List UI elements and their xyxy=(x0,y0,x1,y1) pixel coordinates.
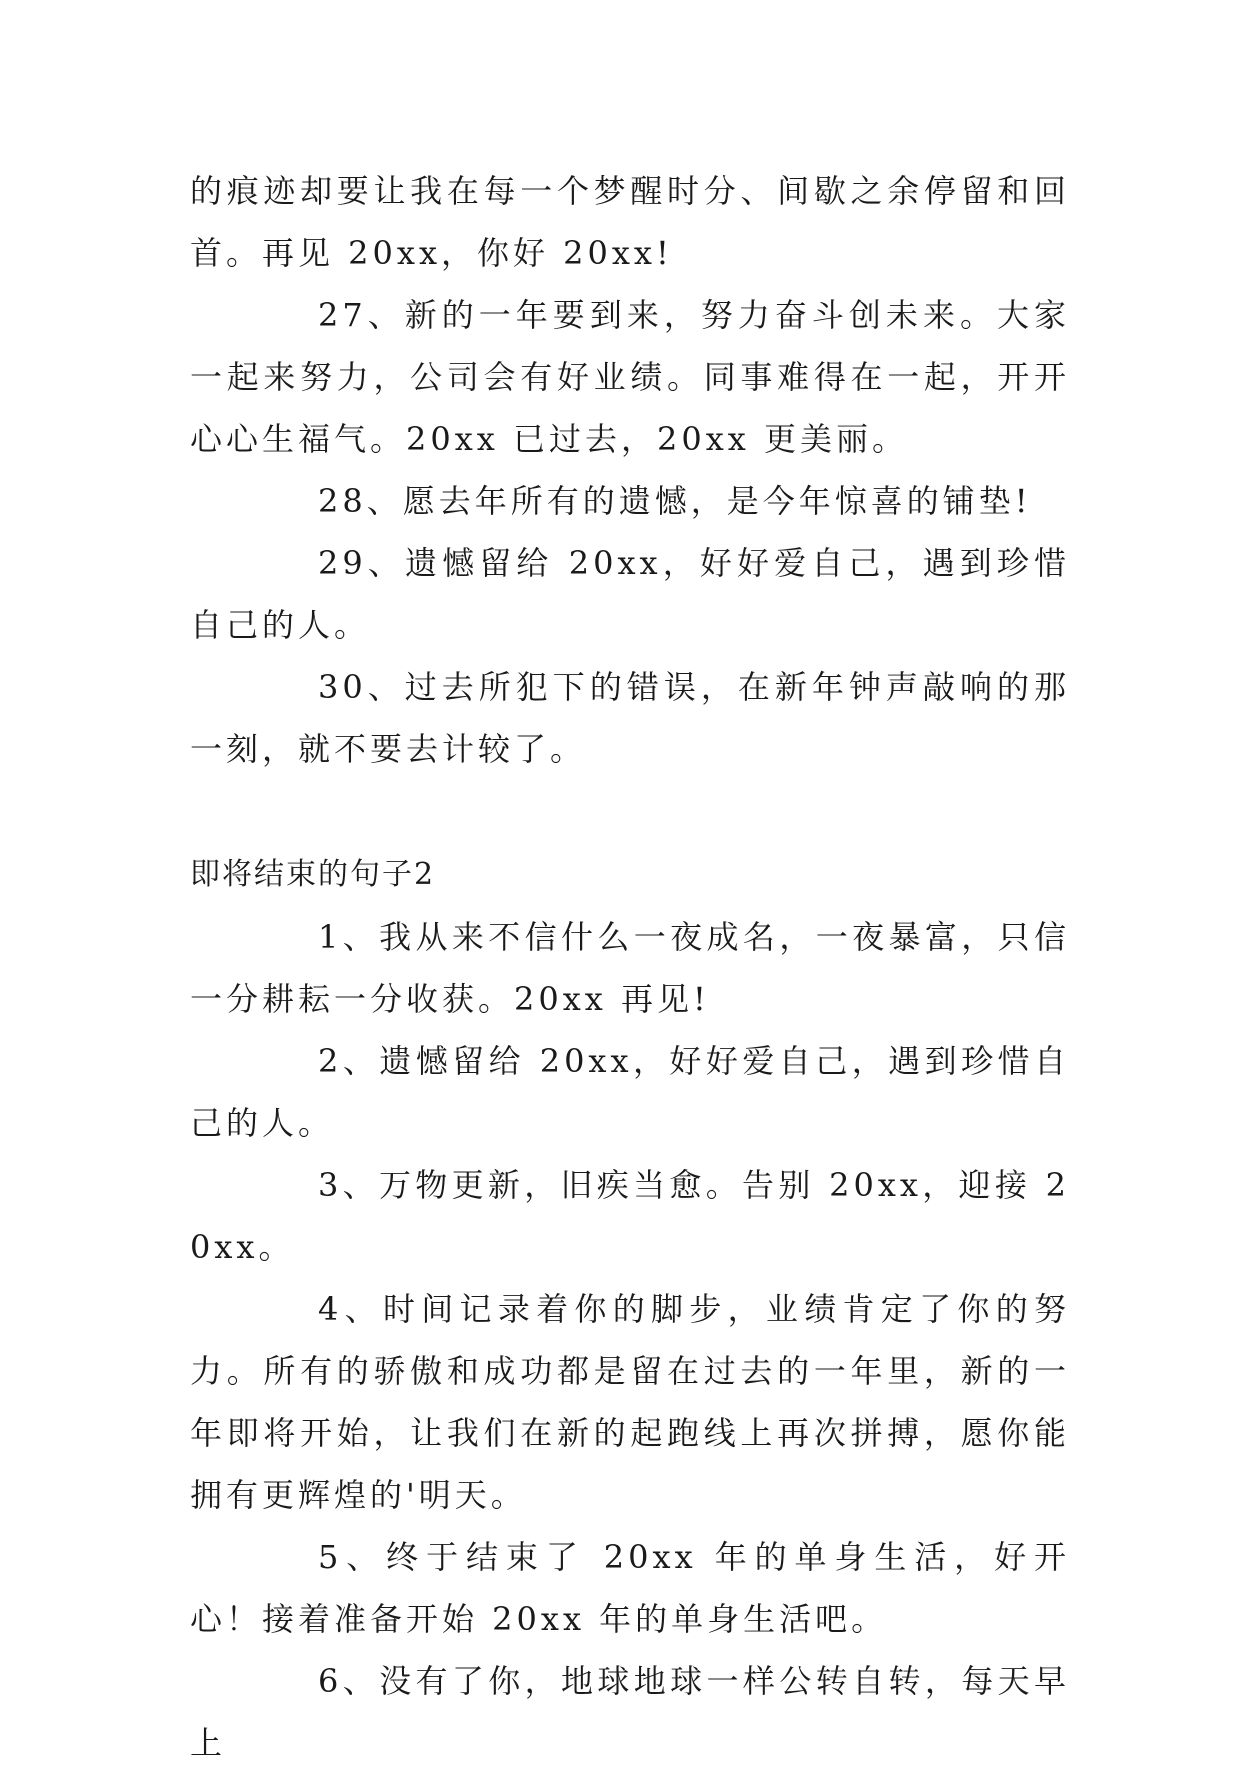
paragraph-item-27: 27、新的一年要到来，努力奋斗创未来。大家一起来努力，公司会有好业绩。同事难得在一起，开开心心生福气。20xx 已过去，20xx 更美丽。 xyxy=(190,296,1070,458)
paragraph-item-28: 28、愿去年所有的遗憾，是今年惊喜的铺垫! xyxy=(318,482,1032,520)
paragraph-item-6: 6、没有了你，地球地球一样公转自转，每天早上 xyxy=(190,1662,1070,1762)
paragraph-item-30: 30、过去所犯下的错误，在新年钟声敲响的那一刻，就不要去计较了。 xyxy=(190,668,1070,768)
section-heading: 即将结束的句子2 xyxy=(190,857,436,892)
paragraph-item-2: 2、遗憾留给 20xx，好好爱自己，遇到珍惜自己的人。 xyxy=(190,1042,1070,1142)
paragraph-item-3: 3、万物更新，旧疾当愈。告别 20xx，迎接 20xx。 xyxy=(190,1166,1070,1266)
document-body xyxy=(190,160,1070,1774)
paragraph-item-4: 4、时间记录着你的脚步，业绩肯定了你的努力。所有的骄傲和成功都是留在过去的一年里，新的一年即将开始，让我们在新的起跑线上再次拼搏，愿你能拥有更辉煌的'明天。 xyxy=(190,1290,1070,1514)
paragraph-continuation: 的痕迹却要让我在每一个梦醒时分、间歇之余停留和回首。再见 20xx，你好 20xx! xyxy=(190,172,1070,272)
paragraph-item-29: 29、遗憾留给 20xx，好好爱自己，遇到珍惜自己的人。 xyxy=(190,544,1070,644)
paragraph-item-1: 1、我从来不信什么一夜成名，一夜暴富，只信一分耕耘一分收获。20xx 再见! xyxy=(190,918,1070,1018)
paragraph-item-5: 5、终于结束了 20xx 年的单身生活，好开心！接着准备开始 20xx 年的单身生活吧。 xyxy=(190,1538,1070,1638)
